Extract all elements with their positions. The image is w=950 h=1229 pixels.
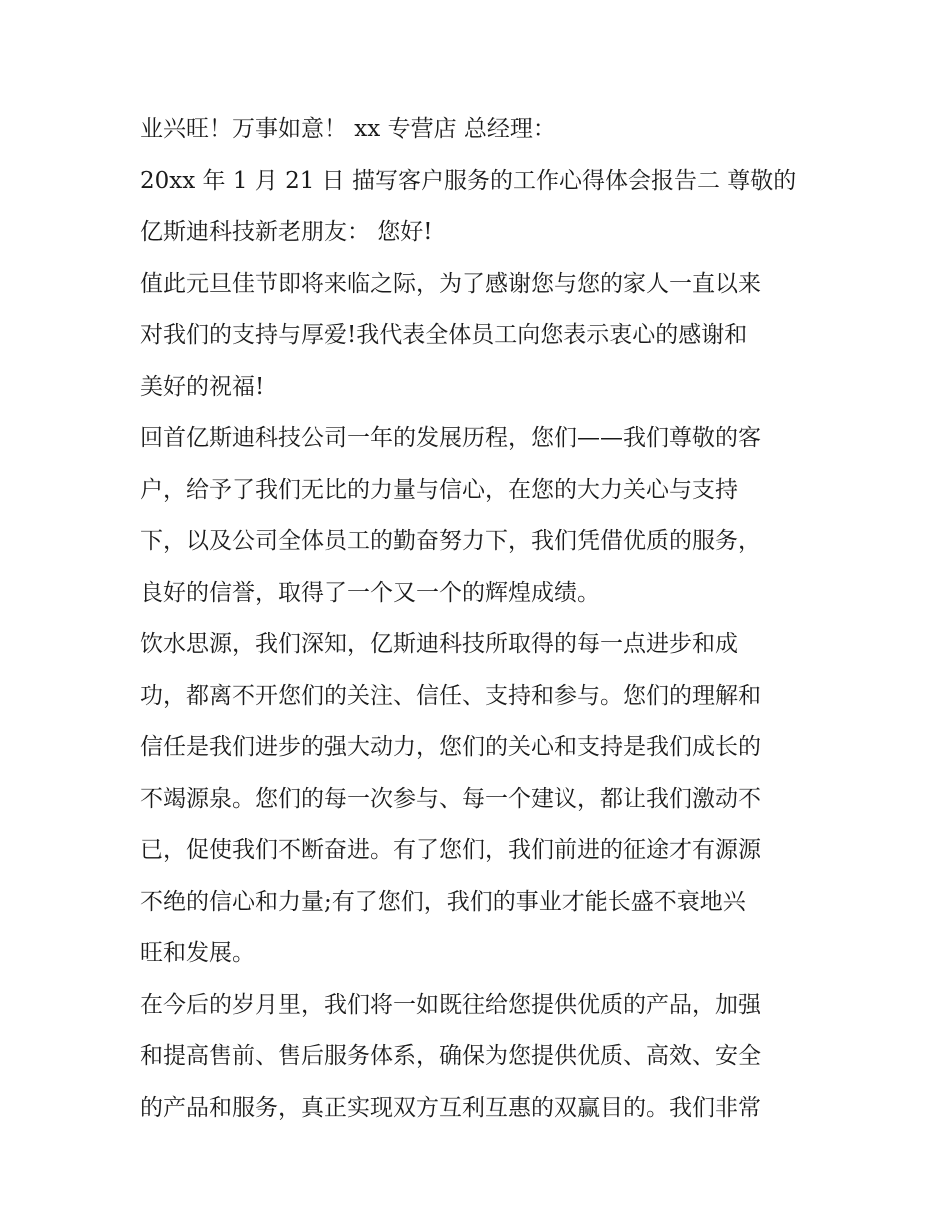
text-line: 不竭源泉。您们的每一次参与、每一个建议，都让我们激动不 (140, 785, 761, 812)
text-line: 良好的信誉，取得了一个又一个的辉煌成绩。 (140, 579, 600, 606)
text-line: 亿斯迪科技新老朋友： 您好! (140, 219, 433, 245)
text-line: 业兴旺！万事如意！ xx 专营店 总经理： (140, 116, 556, 142)
text-line: 已，促使我们不断奋进。有了您们，我们前进的征途才有源源 (140, 837, 761, 863)
document-body (140, 104, 830, 1134)
text-line: 的产品和服务，真正实现双方互利互惠的双赢目的。我们非常 (140, 1094, 761, 1121)
text-line: 户，给予了我们无比的力量与信心，在您的大力关心与支持 (140, 476, 738, 503)
text-line: 美好的祝福! (140, 373, 265, 400)
text-line: 饮水思源，我们深知，亿斯迪科技所取得的每一点进步和成 (140, 631, 738, 657)
text-line: 旺和发展。 (140, 940, 255, 966)
text-line: 和提高售前、售后服务体系，确保为您提供优质、高效、安全 (140, 1043, 761, 1069)
text-line: 在今后的岁月里，我们将一如既往给您提供优质的产品，加强 (140, 991, 761, 1018)
text-line: 值此元旦佳节即将来临之际，为了感谢您与您的家人一直以来 (140, 270, 761, 297)
text-line: 对我们的支持与厚爱!我代表全体员工向您表示衷心的感谢和 (140, 322, 748, 348)
text-line: 20xx 年 1 月 21 日 描写客户服务的工作心得体会报告二 尊敬的 (140, 167, 797, 194)
text-line: 回首亿斯迪科技公司一年的发展历程，您们——我们尊敬的客 (140, 425, 761, 451)
text-line: 不绝的信心和力量;有了您们，我们的事业才能长盛不衰地兴 (140, 888, 746, 915)
text-line: 信任是我们进步的强大动力，您们的关心和支持是我们成长的 (140, 734, 761, 760)
text-line: 下，以及公司全体员工的勤奋努力下，我们凭借优质的服务， (140, 528, 761, 554)
text-line: 功，都离不开您们的关注、信任、支持和参与。您们的理解和 (140, 682, 761, 709)
